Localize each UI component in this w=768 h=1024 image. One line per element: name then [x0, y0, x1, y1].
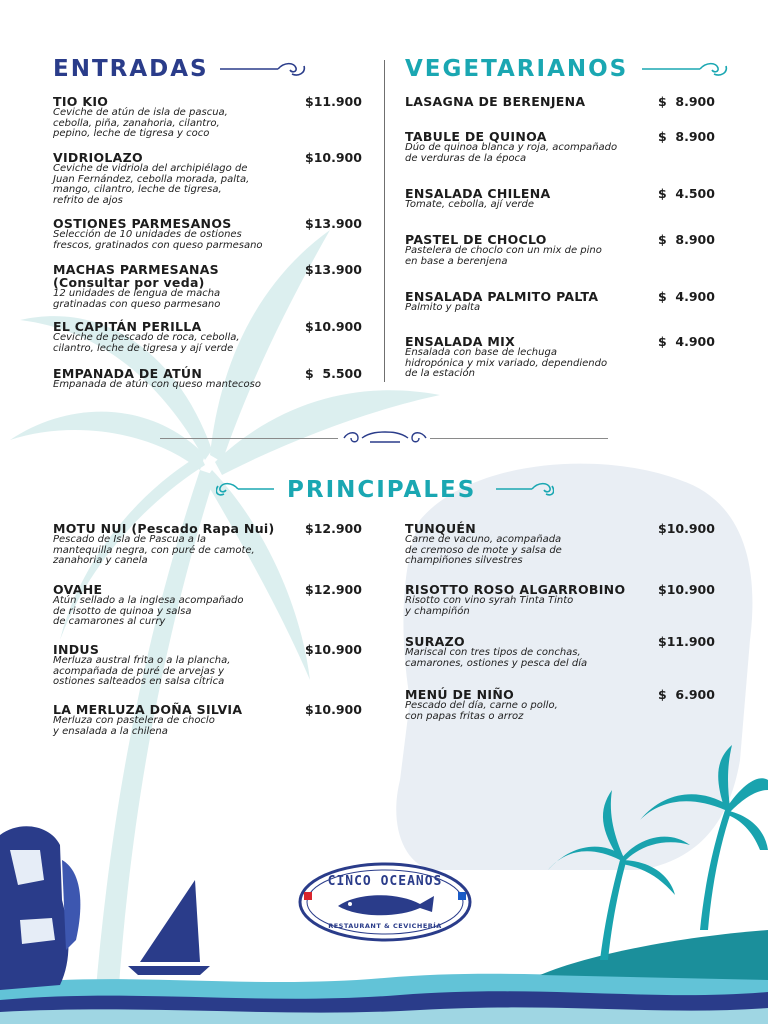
item-name: SURAZO [405, 634, 465, 649]
menu-item [53, 320, 365, 354]
menu-item [53, 703, 365, 737]
item-description: Merluza con pastelera de choclo y ensalada a la chilena [53, 715, 215, 737]
item-name: EMPANADA DE ATÚN [53, 366, 203, 381]
item-name: OSTIONES PARMESANOS [53, 216, 232, 231]
item-price: $10.900 [305, 319, 362, 334]
menu-item [53, 151, 365, 206]
section-title-vegetarianos: VEGETARIANOS [405, 56, 629, 82]
item-price: $ 4.900 [658, 289, 715, 304]
menu-item [53, 643, 365, 688]
menu-item [405, 95, 717, 108]
item-name: TIO KIO [53, 94, 109, 109]
restaurant-logo [298, 862, 472, 942]
column-divider [384, 60, 385, 382]
menu-item [53, 217, 365, 251]
item-name: VIDRIOLAZO [53, 150, 143, 165]
item-name: TUNQUÉN [405, 521, 477, 536]
wave-ornament-icon [494, 480, 554, 498]
menu-item [53, 583, 365, 628]
item-description: 12 unidades de lengua de macha gratinadas con queso parmesano [53, 288, 221, 310]
item-description: Pescado del día, carne o pollo, con papas fritas o arroz [405, 700, 558, 722]
item-price: $12.900 [305, 521, 362, 536]
item-price: $10.900 [658, 521, 715, 536]
menu-item [405, 290, 717, 314]
wave-ornament-icon [218, 60, 308, 78]
item-name: MOTU NUI (Pescado Rapa Nui) [53, 521, 275, 536]
wave-ornament-icon [216, 480, 276, 498]
item-name: INDUS [53, 642, 100, 657]
item-price: $ 8.900 [658, 232, 715, 247]
item-price: $ 8.900 [658, 94, 715, 109]
menu-item [405, 583, 717, 617]
menu-item [53, 263, 365, 310]
item-price: $ 4.500 [658, 186, 715, 201]
section-divider-left [160, 438, 338, 439]
wave-ornament-icon [340, 428, 430, 448]
item-description: Ensalada con base de lechuga hidropónica y mix variado, dependiendo de la estación [405, 347, 608, 380]
item-description: Ceviche de pescado de roca, cebolla, cilantro, leche de tigresa y ají verde [53, 332, 240, 354]
item-description: Carne de vacuno, acompañada de cremoso de mote y salsa de champiñones silvestres [405, 534, 562, 567]
item-price: $11.900 [658, 634, 715, 649]
item-description: Pastelera de choclo con un mix de pino en base a berenjena [405, 245, 602, 267]
item-description: Ceviche de vidriola del archipiélago de Juan Fernández, cebolla morada, palta, mango, cilantro, leche de tigresa, refrito de ajos [53, 163, 250, 206]
item-name: TABULE DE QUINOA [405, 129, 547, 144]
item-description: Merluza austral frita o a la plancha, acompañada de puré de arvejas y ostiones salteados en salsa cítrica [53, 655, 231, 688]
item-price: $11.900 [305, 94, 362, 109]
item-name: ENSALADA CHILENA [405, 186, 551, 201]
item-price: $ 5.500 [305, 366, 362, 381]
wave-ornament-icon [640, 60, 730, 78]
menu-item [405, 187, 717, 211]
item-name: OVAHE [53, 582, 103, 597]
item-price: $ 4.900 [658, 334, 715, 349]
item-price: $ 8.900 [658, 129, 715, 144]
section-title-entradas: ENTRADAS [53, 56, 209, 82]
item-description: Risotto con vino syrah Tinta Tinto y champiñón [405, 595, 574, 617]
island [540, 930, 768, 980]
section-divider-right [430, 438, 608, 439]
item-name: ENSALADA MIX [405, 334, 516, 349]
sailboat-icon [128, 880, 210, 975]
item-name: EL CAPITÁN PERILLA [53, 319, 202, 334]
logo-subtitle: RESTAURANT & CEVICHERÍA [328, 922, 442, 930]
menu-item [405, 688, 717, 722]
section-title-principales: PRINCIPALES [287, 477, 477, 503]
item-description: Dúo de quinoa blanca y roja, acompañado de verduras de la época [405, 142, 618, 164]
item-price: $10.900 [658, 582, 715, 597]
item-price: $13.900 [305, 216, 362, 231]
item-description: Ceviche de atún de isla de pascua, cebolla, piña, zanahoria, cilantro, pepino, leche de tigresa y coco [53, 107, 228, 140]
item-price: $10.900 [305, 642, 362, 657]
item-description: Atún sellado a la inglesa acompañado de risotto de quinoa y salsa de camarones al curry [53, 595, 244, 628]
item-price: $13.900 [305, 262, 362, 277]
item-price: $ 6.900 [658, 687, 715, 702]
menu-item [405, 635, 717, 669]
menu-item [405, 130, 717, 164]
item-description: Pescado de Isla de Pascua a la mantequilla negra, con puré de camote, zanahoria y canela [53, 534, 255, 567]
item-price: $10.900 [305, 150, 362, 165]
item-description: Empanada de atún con queso mantecoso [53, 379, 261, 390]
item-name: LASAGNA DE BERENJENA [405, 94, 586, 109]
item-name: LA MERLUZA DOÑA SILVIA [53, 702, 243, 717]
moai-icon [0, 826, 80, 990]
menu-item [405, 335, 717, 380]
item-name: MACHAS PARMESANAS (Consultar por veda) [53, 262, 219, 290]
menu-item [405, 522, 717, 567]
item-price: $12.900 [305, 582, 362, 597]
item-name: ENSALADA PALMITO PALTA [405, 289, 599, 304]
item-description: Tomate, cebolla, ají verde [405, 199, 534, 210]
item-description: Mariscal con tres tipos de conchas, camarones, ostiones y pesca del día [405, 647, 588, 669]
menu-item [53, 522, 365, 567]
logo-name: CINCO OCEANOS [327, 874, 443, 889]
menu-item [53, 367, 365, 391]
menu-item [405, 233, 717, 267]
item-price: $10.900 [305, 702, 362, 717]
item-name: PASTEL DE CHOCLO [405, 232, 547, 247]
item-name: MENÚ DE NIÑO [405, 687, 515, 702]
item-description: Palmito y palta [405, 302, 481, 313]
item-description: Selección de 10 unidades de ostiones frescos, gratinados con queso parmesano [53, 229, 263, 251]
menu-item [53, 95, 365, 140]
item-name: RISOTTO ROSO ALGARROBINO [405, 582, 626, 597]
